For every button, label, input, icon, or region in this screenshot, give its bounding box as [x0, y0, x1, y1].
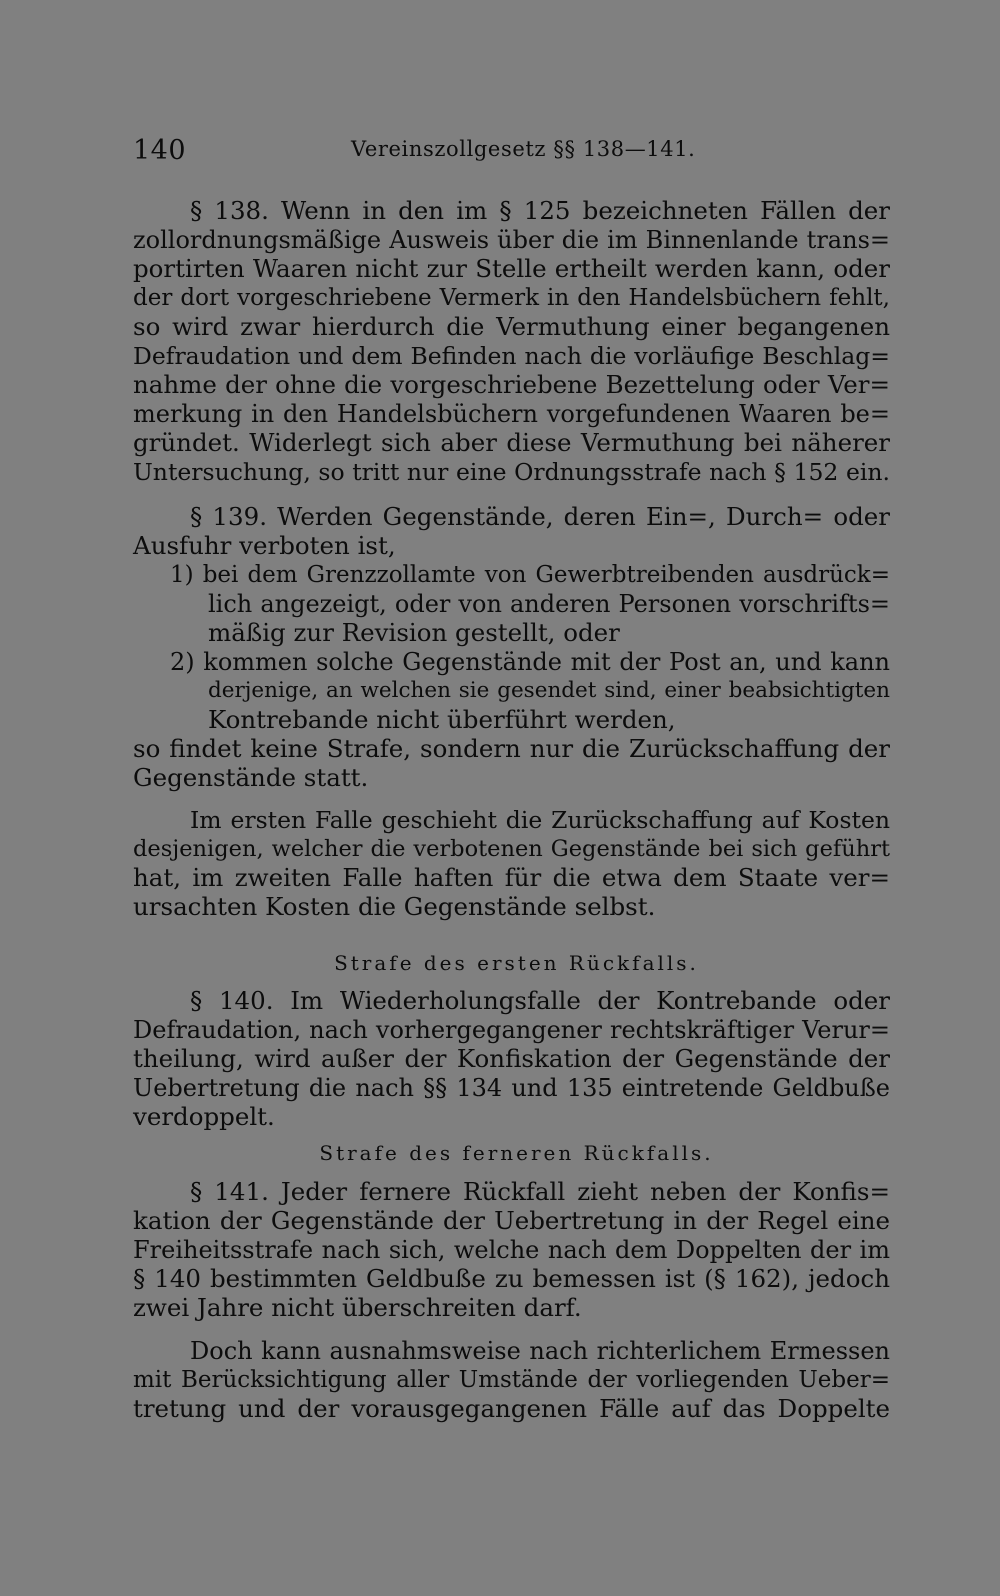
paragraph-138-line: § 138. Wenn in den im § 125 bezeichneten Fällen der [190, 196, 890, 225]
list-item-2-line: Kontrebande nicht überführt werden, [208, 705, 676, 734]
paragraph-139b-line: hat, im zweiten Falle haften für die etwa dem Staate ver= [133, 863, 890, 892]
page-number: 140 [133, 135, 187, 166]
paragraph-138-line: zollordnungsmäßige Ausweis über die im Binnenlande trans= [133, 226, 890, 254]
paragraph-138-line: gründet. Widerlegt sich aber diese Vermuthung bei näherer [133, 428, 890, 457]
paragraph-140-line: theilung, wird außer der Konfiskation der Gegenstände der [133, 1044, 890, 1073]
running-head: Vereinszollgesetz §§ 138—141. [351, 137, 696, 161]
paragraph-138-line: nahme der ohne die vorgeschriebene Bezettelung oder Ver= [133, 370, 890, 399]
section-heading-141: Strafe des ferneren Rückfalls. [319, 1141, 714, 1165]
paragraph-141-line: § 140 bestimmten Geldbuße zu bemessen ist (§ 162), jedoch [133, 1264, 890, 1293]
list-item-1-line: 1) bei dem Grenzzollamte von Gewerbtreibenden ausdrück= [170, 562, 890, 588]
paragraph-140-line: verdoppelt. [133, 1102, 275, 1131]
paragraph-138-line: so wird zwar hierdurch die Vermuthung einer begangenen [133, 312, 890, 341]
paragraph-139-line: Gegenstände statt. [133, 763, 369, 792]
paragraph-138-line: der dort vorgeschriebene Vermerk in den Handelsbüchern fehlt, [133, 285, 890, 311]
paragraph-138-line: Untersuchung, so tritt nur eine Ordnungsstrafe nach § 152 ein. [133, 458, 890, 486]
paragraph-139-line: Ausfuhr verboten ist, [133, 531, 396, 560]
paragraph-138-line: merkung in den Handelsbüchern vorgefundenen Waaren be= [133, 400, 890, 428]
page-header [133, 135, 900, 175]
paragraph-139-line: so findet keine Strafe, sondern nur die Zurückschaffung der [133, 734, 890, 763]
list-item-2-line: derjenige, an welchen sie gesendet sind, einer beabsichtigten [208, 678, 890, 703]
paragraph-141b-line: Doch kann ausnahmsweise nach richterlichem Ermessen [190, 1337, 890, 1365]
paragraph-140-line: Uebertretung die nach §§ 134 und 135 eintretende Geldbuße [133, 1074, 890, 1102]
list-item-1-line: mäßig zur Revision gestellt, oder [208, 618, 620, 647]
paragraph-141-line: Freiheitsstrafe nach sich, welche nach dem Doppelten der im [133, 1236, 890, 1264]
paragraph-139b-line: desjenigen, welcher die verbotenen Gegenstände bei sich geführt [133, 836, 890, 862]
paragraph-140-line: § 140. Im Wiederholungsfalle der Kontrebande oder [190, 986, 890, 1015]
paragraph-141-line: zwei Jahre nicht überschreiten darf. [133, 1293, 582, 1322]
list-item-1-line: lich angezeigt, oder von anderen Personen vorschrifts= [208, 590, 890, 618]
list-item-2-line: 2) kommen solche Gegenstände mit der Post an, und kann [170, 648, 890, 676]
paragraph-138-line: Defraudation und dem Befinden nach die vorläufige Beschlag= [133, 342, 890, 370]
paragraph-141b-line: tretung und der vorausgegangenen Fälle auf das Doppelte [133, 1394, 890, 1423]
paragraph-139b-line: Im ersten Falle geschieht die Zurückschaffung auf Kosten [190, 806, 890, 834]
paragraph-141b-line: mit Berücksichtigung aller Umstände der vorliegenden Ueber= [133, 1367, 890, 1393]
paragraph-139b-line: ursachten Kosten die Gegenstände selbst. [133, 892, 656, 921]
paragraph-141-line: kation der Gegenstände der Uebertretung in der Regel eine [133, 1206, 890, 1235]
section-heading-140: Strafe des ersten Rückfalls. [334, 951, 699, 975]
paragraph-141-line: § 141. Jeder fernere Rückfall zieht neben der Konfis= [190, 1177, 890, 1206]
paragraph-139-line: § 139. Werden Gegenstände, deren Ein=, Durch= oder [190, 502, 890, 531]
paragraph-138-line: portirten Waaren nicht zur Stelle ertheilt werden kann, oder [133, 254, 890, 283]
paragraph-140-line: Defraudation, nach vorhergegangener rechtskräftiger Verur= [133, 1016, 890, 1044]
